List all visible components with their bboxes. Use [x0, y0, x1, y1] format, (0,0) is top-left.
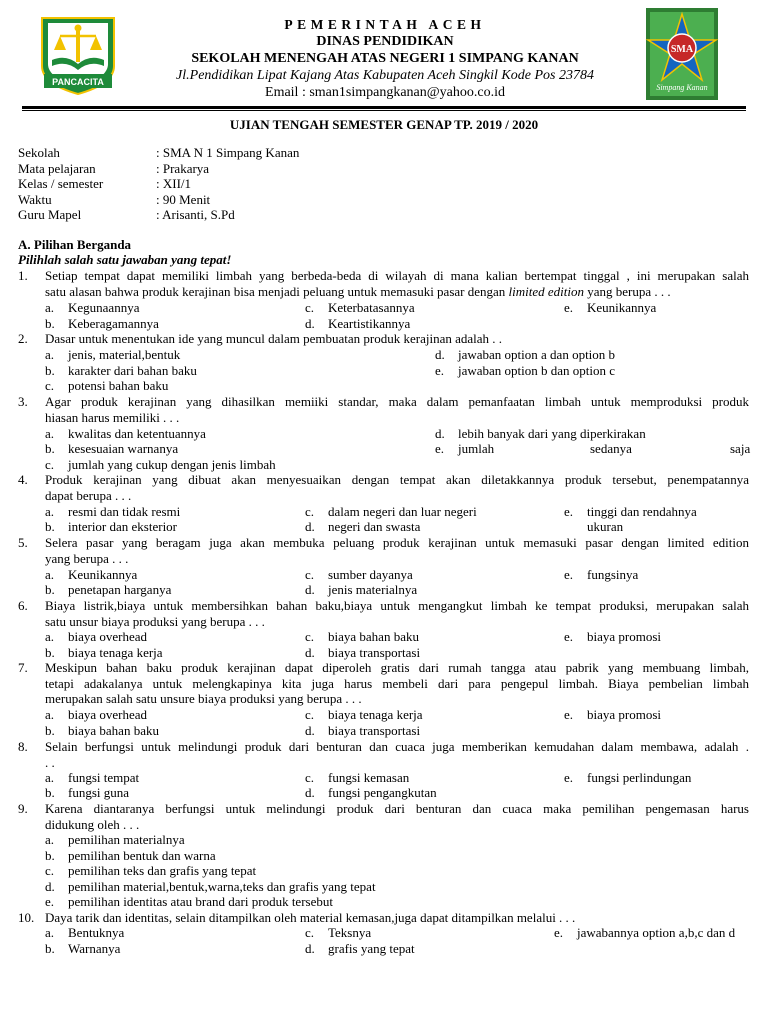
question-number: 1. [18, 268, 28, 283]
option[interactable]: c. pemilihan teks dan grafis yang tepat [45, 863, 257, 878]
question-text: Biaya listrik,biaya untuk membersihkan bahan baku,biaya untuk mengangkut limbah ke tempat produksi, merupakan salah satu unsur biaya produksi yang berupa . . . [45, 598, 749, 629]
question-number: 10. [18, 910, 35, 925]
option[interactable]: c. jumlah yang cukup dengan jenis limbah [45, 457, 276, 472]
option[interactable]: e. jawabannya option a,b,c dan d [554, 925, 736, 940]
option-continuation: ukuran [587, 519, 624, 534]
option[interactable]: a. fungsi tempat [45, 770, 140, 785]
question-text: Agar produk kerajinan yang dihasilkan memiiki standar, maka dalam pemanfaatan limbah untuk memproduksi produk hiasan harus memiliki . . . [45, 394, 749, 425]
option[interactable]: c. Teksnya [305, 925, 372, 940]
logo-initials: SMA [670, 44, 694, 55]
aceh-government-logo [36, 14, 120, 96]
question-text: Dasar untuk menentukan ide yang muncul dalam pembuatan produk kerajinan adalah . . [45, 331, 503, 346]
option[interactable]: b. karakter dari bahan baku [45, 363, 197, 378]
question-number: 8. [18, 739, 28, 754]
info-value: : SMA N 1 Simpang Kanan [156, 145, 300, 160]
option[interactable]: b. Warnanya [45, 941, 121, 956]
option[interactable]: e. jumlah [435, 441, 495, 456]
header-rule-thin [22, 110, 746, 111]
question-number: 9. [18, 801, 28, 816]
info-key: Sekolah [18, 145, 60, 160]
info-value: : XII/1 [156, 176, 192, 192]
option[interactable]: e. biaya promosi [564, 707, 662, 722]
option[interactable]: c. fungsi kemasan [305, 770, 410, 785]
question-number: 7. [18, 660, 28, 675]
question-number: 6. [18, 598, 28, 613]
option[interactable]: a. biaya overhead [45, 629, 148, 644]
option[interactable]: b. Keberagamannya [45, 316, 159, 331]
option[interactable]: e. pemilihan identitas atau brand dari produk tersebut [45, 894, 333, 909]
option[interactable]: c. biaya bahan baku [305, 629, 419, 644]
option[interactable]: a. Kegunaannya [45, 300, 140, 315]
option[interactable]: c. Keterbatasannya [305, 300, 415, 315]
info-key: Mata pelajaran [18, 160, 96, 176]
option[interactable]: a. kwalitas dan ketentuannya [45, 426, 206, 441]
option[interactable]: a. Keunikannya [45, 567, 138, 582]
option[interactable]: a. pemilihan materialnya [45, 832, 185, 847]
government-line: PEMERINTAH ACEH [284, 17, 486, 32]
school-name: SEKOLAH MENENGAH ATAS NEGERI 1 SIMPANG KANAN [191, 51, 579, 66]
option[interactable]: a. jenis, material,bentuk [45, 347, 181, 362]
option[interactable]: a. Bentuknya [45, 925, 125, 940]
school-logo [644, 6, 720, 102]
question-number: 3. [18, 394, 28, 409]
option[interactable]: b. fungsi guna [45, 785, 130, 800]
info-value: : Arisanti, S.Pd [156, 207, 235, 223]
info-key: Guru Mapel [18, 207, 82, 223]
section-instruction: Pilihlah salah satu jawaban yang tepat! [18, 252, 232, 267]
option[interactable]: b. biaya tenaga kerja [45, 645, 163, 660]
school-email: Email : sman1simpangkanan@yahoo.co.id [265, 85, 505, 100]
option[interactable]: c. potensi bahan baku [45, 378, 169, 393]
question-text: Daya tarik dan identitas, selain ditampilkan oleh material kemasan,juga dapat ditampilkan melalui . . . [45, 910, 576, 925]
option-continuation: sedanya [590, 441, 632, 456]
letterhead [0, 0, 768, 112]
school-address: Jl.Pendidikan Lipat Kajang Atas Kabupaten Aceh Singkil Kode Pos 23784 [176, 68, 594, 83]
info-key: Kelas / semester [18, 176, 104, 192]
logo-caption: PANCACITA [52, 77, 104, 87]
question-number: 2. [18, 331, 28, 346]
option[interactable]: d. Keartistikannya [305, 316, 411, 331]
option[interactable]: a. biaya overhead [45, 707, 148, 722]
question-text: Karena diantaranya berfungsi untuk melindungi produk dari benturan dan cuaca maka pemilihan pengemasan harus didukung oleh . . . [45, 801, 749, 832]
logo-caption: Simpang Kanan [656, 83, 708, 92]
option[interactable]: b. pemilihan bentuk dan warna [45, 848, 216, 863]
exam-info [18, 145, 299, 223]
option[interactable]: d. grafis yang tepat [305, 941, 415, 956]
header-rule-thick [22, 106, 746, 109]
option[interactable]: b. interior dan eksterior [45, 519, 178, 534]
option[interactable]: e. jawaban option b dan option c [435, 363, 616, 378]
section-title: A. Pilihan Berganda [18, 237, 132, 252]
option[interactable]: e. tinggi dan rendahnya [564, 504, 697, 519]
option[interactable]: e. Keunikannya [564, 300, 657, 315]
question-number: 4. [18, 472, 28, 487]
exam-title: UJIAN TENGAH SEMESTER GENAP TP. 2019 / 2020 [229, 117, 539, 132]
question-text: Produk kerajinan yang dibuat akan menyesuaikan dengan tempat akan diletakkannya produk tersebut, penempatannya dapat berupa . . . [45, 472, 749, 503]
option[interactable]: e. fungsinya [564, 567, 639, 582]
department-line: DINAS PENDIDIKAN [316, 34, 454, 49]
option[interactable]: d. biaya transportasi [305, 723, 421, 738]
question-text: Selera pasar yang beragam juga akan membuka peluang produk kerajinan untuk memasuki pasar dengan limited edition yang berupa . . . [45, 535, 749, 566]
question-text: Setiap tempat dapat memiliki limbah yang berbeda-beda di wilayah di mana kalian bertempat tinggal , ini merupakan salah satu alasan bahwa produk kerajinan bisa menjadi peluang untuk memasuki pasar dengan limited edition yang berupa . . . [45, 268, 749, 299]
option[interactable]: d. fungsi pengangkutan [305, 785, 437, 800]
option[interactable]: d. negeri dan swasta [305, 519, 421, 534]
question-text: Selain berfungsi untuk melindungi produk dari benturan dan cuaca juga memberikan kemudahan dalam membawa, adalah . . . [45, 739, 749, 770]
option[interactable]: b. kesesuaian warnanya [45, 441, 179, 456]
option[interactable]: a. resmi dan tidak resmi [45, 504, 181, 519]
option[interactable]: b. penetapan harganya [45, 582, 172, 597]
option[interactable]: b. biaya bahan baku [45, 723, 159, 738]
option[interactable]: e. biaya promosi [564, 629, 662, 644]
info-value: : 90 Menit [156, 191, 211, 207]
option-continuation: saja [730, 441, 751, 456]
option[interactable]: e. fungsi perlindungan [564, 770, 692, 785]
option[interactable]: d. pemilihan material,bentuk,warna,teks dan grafis yang tepat [45, 879, 376, 894]
question-number: 5. [18, 535, 28, 550]
option[interactable]: c. dalam negeri dan luar negeri [305, 504, 477, 519]
option[interactable]: c. biaya tenaga kerja [305, 707, 423, 722]
info-key: Waktu [18, 191, 52, 207]
option[interactable]: c. sumber dayanya [305, 567, 413, 582]
option[interactable]: d. jawaban option a dan option b [435, 347, 616, 362]
option[interactable]: d. lebih banyak dari yang diperkirakan [435, 426, 646, 441]
info-value: : Prakarya [156, 160, 210, 176]
option[interactable]: d. biaya transportasi [305, 645, 421, 660]
option[interactable]: d. jenis materialnya [305, 582, 418, 597]
question-text: Meskipun bahan baku produk kerajinan dapat diperoleh gratis dari rumah tangga atau pabrik yang membuang limbah, tetapi adakalanya untuk melengkapinya kita juga harus membeli dari para pengepul limbah. Biaya pembelian limbah merupakan salah satu unsure biaya produksi yang berupa . . . [45, 660, 749, 707]
